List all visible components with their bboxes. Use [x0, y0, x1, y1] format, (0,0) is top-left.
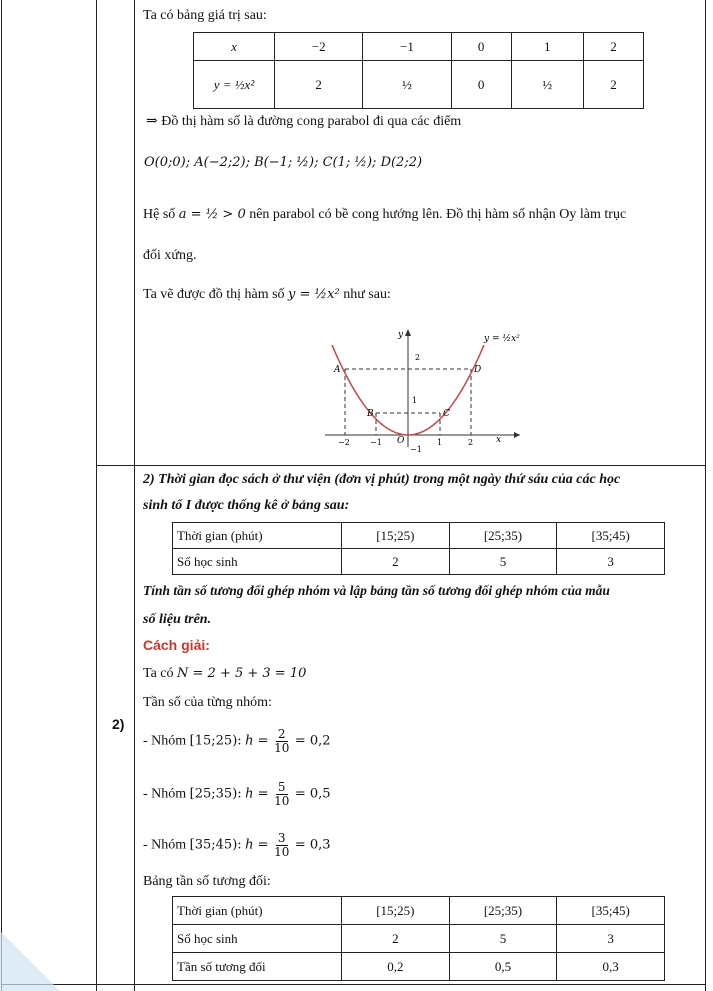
point-c-label: C	[443, 409, 450, 419]
x-cell: −2	[275, 33, 363, 61]
table-cell: Số học sinh	[173, 925, 342, 953]
tick-label: 2	[468, 438, 474, 447]
coef-prefix: Hệ số	[143, 207, 176, 222]
data-table	[172, 522, 665, 575]
column-divider-1	[96, 0, 97, 991]
group-line	[143, 832, 331, 859]
method-heading: Cách giải:	[143, 637, 210, 653]
table-cell: Thời gian (phút)	[173, 523, 342, 549]
parabola-graph	[310, 325, 540, 455]
y-cell: ½	[363, 61, 451, 109]
group-prefix: - Nhóm	[143, 837, 187, 853]
x-cell: 1	[511, 33, 583, 61]
group-lhs: h =	[245, 786, 269, 802]
question-line-2: sinh tổ I được thống kê ở bảng sau:	[143, 498, 350, 513]
y-axis-arrow	[405, 329, 411, 336]
y-tick-label: −1	[410, 445, 422, 454]
table-cell: 0,3	[557, 953, 665, 981]
table-cell: 3	[557, 925, 665, 953]
bottom-border	[1, 984, 706, 985]
group-fraction	[274, 832, 289, 859]
n-line	[143, 666, 306, 682]
tick-label: 1	[437, 438, 443, 447]
fraction-numerator: 2	[277, 727, 286, 741]
coef-math: a = ½ > 0	[178, 207, 246, 222]
question-line-1: 2) Thời gian đọc sách ở thư viện (đơn vị phút) trong một ngày thứ sáu của các học	[143, 472, 621, 487]
x-axis-label: x	[496, 435, 502, 445]
fraction-denominator: 10	[274, 845, 290, 859]
x-cell: 0	[451, 33, 511, 61]
table-cell: Thời gian (phút)	[173, 897, 342, 925]
table-cell: 2	[342, 925, 450, 953]
n-math: N = 2 + 5 + 3 = 10	[177, 666, 307, 681]
group-interval: [15;25):	[189, 733, 242, 749]
task-line-1: Tính tần số tương đối ghép nhóm và lập bảng tần số tương đối ghép nhóm của mẫu	[143, 583, 610, 598]
point-b-label: B	[367, 409, 374, 419]
draw-line	[143, 287, 391, 303]
corner-decoration	[0, 931, 60, 991]
table-cell: 3	[557, 549, 665, 575]
left-border	[1, 0, 2, 991]
y-tick-label: 2	[415, 353, 421, 362]
group-interval: [25;35):	[189, 786, 242, 802]
group-interval: [35;45):	[189, 837, 242, 853]
group-lhs: h =	[245, 733, 269, 749]
draw-prefix: Ta vẽ được đồ thị hàm số	[143, 287, 285, 302]
table-cell: 0,5	[449, 953, 557, 981]
fraction-numerator: 3	[277, 831, 286, 845]
y-cell: ½	[511, 61, 583, 109]
right-border	[705, 0, 706, 991]
point-a-label: A	[334, 365, 341, 375]
intro-text: Ta có bảng giá trị sau:	[143, 8, 267, 23]
column-divider-2	[134, 0, 135, 991]
group-result: = 0,3	[294, 837, 331, 853]
table-cell: Số học sinh	[173, 549, 342, 575]
draw-suffix: như sau:	[343, 287, 391, 302]
n-prefix: Ta có	[143, 666, 174, 681]
group-prefix: - Nhóm	[143, 733, 187, 749]
y-cell: 2	[584, 61, 644, 109]
group-result: = 0,5	[294, 786, 331, 802]
fraction-denominator: 10	[274, 741, 290, 755]
table-cell: [25;35)	[449, 897, 557, 925]
group-result: = 0,2	[294, 733, 331, 749]
draw-math: y = ½x²	[288, 287, 340, 302]
fraction-numerator: 5	[277, 780, 286, 794]
freq-title: Tần số của từng nhóm:	[143, 695, 272, 710]
table-cell: [15;25)	[342, 897, 450, 925]
y-axis-label: y	[398, 330, 404, 340]
fraction-denominator: 10	[274, 794, 290, 808]
table2-title: Bảng tần số tương đối:	[143, 874, 271, 889]
conclusion-text: ⇒ Đồ thị hàm số là đường cong parabol đi qua các điểm	[146, 114, 462, 129]
part2-label: 2)	[112, 716, 125, 732]
coef-line	[143, 207, 626, 223]
x-axis-arrow	[514, 432, 520, 438]
y-cell: 2	[275, 61, 363, 109]
coef-text-2: đối xứng.	[143, 248, 197, 263]
y-cell: 0	[451, 61, 511, 109]
x-header: x	[194, 33, 275, 61]
table-cell: [25;35)	[449, 523, 557, 549]
point-d-label: D	[474, 365, 482, 375]
curve-label: y = ½x²	[484, 334, 520, 344]
tick-label: −1	[370, 438, 382, 447]
table-cell: [35;45)	[557, 897, 665, 925]
group-prefix: - Nhóm	[143, 786, 187, 802]
value-table	[193, 32, 644, 109]
coef-text: nên parabol có bề cong hướng lên. Đồ thị hàm số nhận Oy làm trục	[249, 207, 627, 222]
row-divider	[96, 465, 706, 466]
group-line	[143, 728, 331, 755]
group-fraction	[274, 781, 289, 808]
table-cell: 5	[449, 925, 557, 953]
origin-label: O	[397, 436, 405, 446]
group-fraction	[274, 728, 289, 755]
table-cell: 5	[449, 549, 557, 575]
group-lhs: h =	[245, 837, 269, 853]
x-cell: −1	[363, 33, 451, 61]
relative-frequency-table	[172, 896, 665, 981]
points-list: O(0;0); A(−2;2); B(−1; ½); C(1; ½); D(2;2)	[144, 155, 423, 170]
tick-label: −2	[338, 438, 350, 447]
x-cell: 2	[584, 33, 644, 61]
group-line	[143, 781, 331, 808]
y-tick-label: 1	[412, 396, 418, 405]
table-cell: 0,2	[342, 953, 450, 981]
y-header: y = ½x²	[194, 61, 275, 109]
task-line-2: số liệu trên.	[143, 612, 212, 627]
table-cell: 2	[342, 549, 450, 575]
table-cell: [35;45)	[557, 523, 665, 549]
table-cell: Tần số tương đối	[173, 953, 342, 981]
table-cell: [15;25)	[342, 523, 450, 549]
